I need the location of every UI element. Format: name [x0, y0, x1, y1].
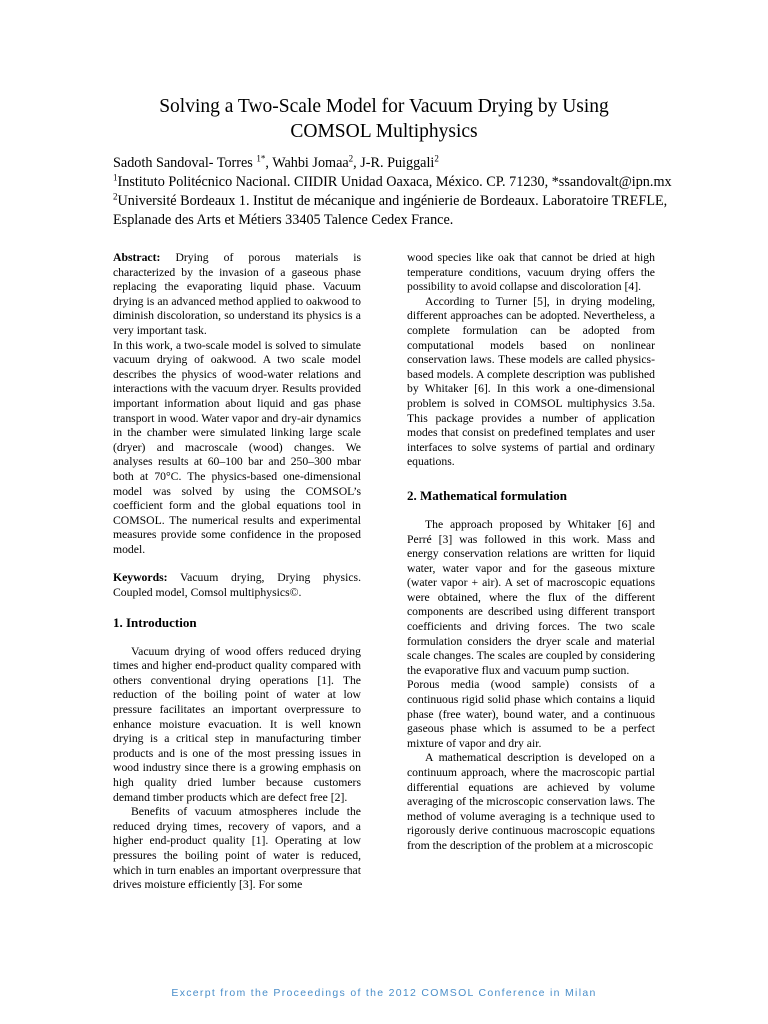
- keywords-paragraph: [113, 571, 361, 600]
- author-block: [113, 154, 673, 230]
- keywords-text: Vacuum drying, Drying physics. Coupled model, Comsol multiphysics©.: [113, 571, 361, 600]
- paper-title: [60, 94, 708, 144]
- section-1-heading: 1. Introduction: [113, 614, 197, 630]
- intro-paragraph-1: Vacuum drying of wood offers reduced drying times and higher end-product quality compared with others conventional drying operations [1]. The reduction of the boiling point of water at low pressure facilitates an important overpressure to enhance moisture evacuation. It is well known drying is a critical step in manufacturing timber products and is one of the most pressing issues in wood industry since there is a growing emphasis on high quality dried lumber because customers demand timber products which are defect free [2].: [113, 644, 361, 804]
- author-2-mark: 2: [348, 153, 354, 164]
- author-list: [113, 154, 673, 173]
- affiliation-1-text: Instituto Politécnico Nacional. CIIDIR Unidad Oaxaca, México. CP. 71230, *ssandovalt@ipn.mx: [117, 174, 672, 190]
- intro-paragraph-3: wood species like oak that cannot be dried at high temperature conditions, vacuum drying offers the possibility to avoid collapse and discoloration [4].: [407, 251, 655, 294]
- affiliation-1-mark: 1: [113, 172, 118, 183]
- left-column: [113, 251, 361, 893]
- abstract-text: Drying of porous materials is characterized by the invasion of a gaseous phase replacing the evaporating liquid phase. Vacuum drying is an advanced method applied to oakwood to diminish discoloration, so understand its physics is a very important task.: [113, 251, 361, 337]
- proceedings-footer: Excerpt from the Proceedings of the 2012 COMSOL Conference in Milan: [171, 987, 597, 999]
- author-3-mark: 2: [434, 153, 439, 164]
- title-line-1: Solving a Two-Scale Model for Vacuum Drying by Using: [159, 96, 609, 117]
- right-column: [407, 251, 655, 854]
- math-paragraph-1: The approach proposed by Whitaker [6] and Perré [3] was followed in this work. Mass and energy conservation relations are written for liquid water, water vapor and for the gaseous mixture (water vapor + air). A set of macroscopic equations were obtained, where the flux of the different components are described using different transport coefficients and driving forces. The two scale formulation considers the dryer scale and material scale changes. The scales are coupled by considering the evaporative flux and vacuum pump suction.: [407, 517, 655, 677]
- title-line-2: COMSOL Multiphysics: [290, 121, 478, 142]
- intro-paragraph-4: According to Turner [5], in drying modeling, different approaches can be adopted. Nevertheless, a complete formulation can be adopted from computational models based on nonlinear conservation laws. These models are called physics-based models. A complete description was published by Whitaker [6]. In this work a one-dimensional problem is solved in COMSOL multiphysics 3.5a. This package provides a number of application modes that consist on predefined templates and user interfaces to solve systems of partial and ordinary equations.: [407, 294, 655, 469]
- affiliation-1: [113, 173, 673, 192]
- affiliation-2-cont: Esplanade des Arts et Métiers 33405 Talence Cedex France.: [113, 212, 454, 228]
- math-paragraph-2: Porous media (wood sample) consists of a continuous rigid solid phase which contains a liquid phase (free water), bound water, and a continuous gaseous phase which is assumed to be a perfect mixture of vapor and dry air.: [407, 678, 655, 750]
- intro-paragraph-2: Benefits of vacuum atmospheres include the reduced drying times, recovery of vapors, and a higher end-product quality [1]. Operating at low pressures the boiling point of water is reduced, which in turn enables an important overpressure that drives moisture efficiently [3]. For some: [113, 805, 361, 892]
- author-1: Sadoth Sandoval- Torres: [113, 155, 257, 171]
- author-2: , Wahbi Jomaa: [265, 155, 349, 171]
- affiliation-2-line-1: Université Bordeaux 1. Institut de mécanique and ingénierie de Bordeaux. Laboratoire TREFLE,: [117, 193, 668, 209]
- abstract-label: Abstract:: [113, 251, 161, 264]
- keywords-label: Keywords:: [113, 571, 168, 585]
- author-3: , J-R. Puiggali: [353, 155, 435, 171]
- section-2-heading: 2. Mathematical formulation: [407, 487, 567, 503]
- abstract-paragraph-2: In this work, a two-scale model is solved to simulate vacuum drying of oakwood. A two scale model describes the physics of wood-water relations and interactions with the vacuum dryer. Results provided important information about liquid and gas phase transport in wood. Water vapor and dry-air dynamics in the chamber were simulated linking large scale (dryer) and macroscale (wood) changes. We analyses results at 60–100 bar and 250–300 mbar both at 70°C. The physics-based one-dimensional model was solved by using the COMSOL’s coefficient form and the global equations tool in COMSOL. The numerical results and experimental measures provide some confidence in the proposed model.: [113, 338, 361, 556]
- affiliation-2: [113, 192, 673, 211]
- author-1-mark: 1*: [256, 153, 266, 164]
- math-paragraph-3: A mathematical description is developed on a continuum approach, where the macroscopic partial differential equations are achieved by volume averaging of the microscopic conservation laws. The method of volume averaging is a technique used to rigorously derive continuous macroscopic equations from the description of the problem at a microscopic: [407, 751, 655, 852]
- abstract-paragraph: [113, 251, 361, 339]
- affiliation-2-mark: 2: [113, 191, 118, 202]
